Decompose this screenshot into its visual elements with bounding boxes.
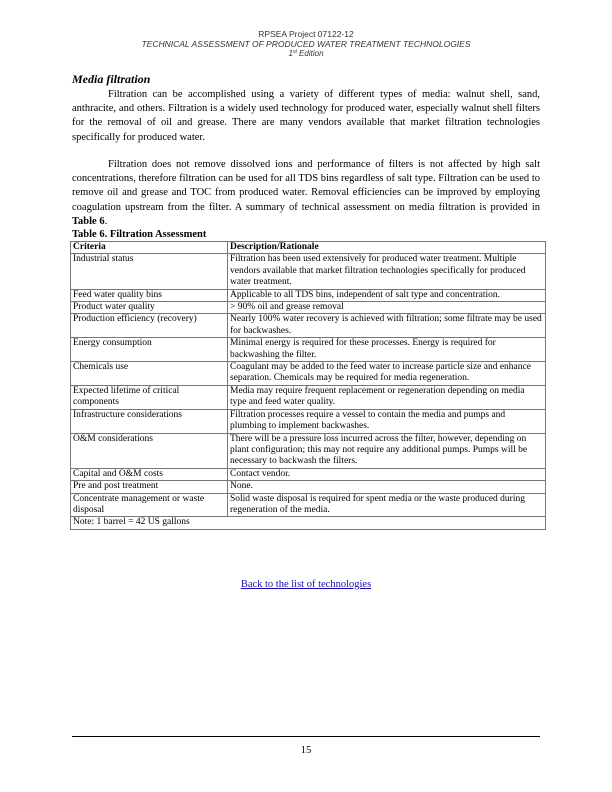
column-header-description: Description/Rationale: [228, 242, 546, 254]
column-header-criteria: Criteria: [71, 242, 228, 254]
table-header-row: [71, 242, 546, 254]
edition-number: 1: [288, 49, 293, 58]
table-note-row: [71, 517, 546, 529]
description-cell: None.: [228, 481, 546, 493]
table-note: Note: 1 barrel = 42 US gallons: [71, 517, 546, 529]
description-cell: > 90% oil and grease removal: [228, 302, 546, 314]
paragraph-performance: [72, 158, 540, 229]
description-cell: Minimal energy is required for these processes. Energy is required for backwashing the filter.: [228, 338, 546, 362]
description-cell: Filtration has been used extensively for produced water treatment. Multiple vendors available that market filtration technologies specifically for produced water treatment.: [228, 254, 546, 289]
description-cell: Solid waste disposal is required for spent media or the waste produced during regeneration of the media.: [228, 493, 546, 517]
description-cell: Nearly 100% water recovery is achieved with filtration; some filtrate may be used for backwashes.: [228, 314, 546, 338]
header-title: TECHNICAL ASSESSMENT OF PRODUCED WATER TREATMENT TECHNOLOGIES: [141, 39, 471, 49]
table-caption: Table 6. Filtration Assessment: [72, 229, 207, 240]
page-number: 15: [300, 745, 312, 756]
paragraph-performance-text: Filtration does not remove dissolved ions and performance of filters is not affected by high salt concentrations, therefore filtration can be used for all TDS bins regardless of salt type. Filtration can be used to remove oil and grease and TOC from produced water. Removal efficiencies can be improved by employing coagulation upstream from the filter. A summary of technical assessment on media filtration is provided in: [72, 159, 540, 213]
criteria-cell: Concentrate management or waste disposal: [71, 493, 228, 517]
table-row: [71, 314, 546, 338]
criteria-cell: Chemicals use: [71, 362, 228, 386]
criteria-cell: Feed water quality bins: [71, 289, 228, 301]
table-row: [71, 409, 546, 433]
table-row: [71, 481, 546, 493]
criteria-cell: Product water quality: [71, 302, 228, 314]
filtration-assessment-table: [70, 241, 546, 530]
header-project: RPSEA Project 07122-12: [258, 29, 354, 39]
table-row: [71, 338, 546, 362]
paragraph-intro: Filtration can be accomplished using a variety of different types of media: walnut shell, sand, anthracite, and others. Filtration is a widely used technology for produced water, especially walnut shell filters for the removal of oil and grease. There are many vendors available that market filtration technologies specifically for produced water.: [72, 89, 540, 143]
criteria-cell: Expected lifetime of critical components: [71, 385, 228, 409]
table-row: [71, 493, 546, 517]
table-row: [71, 385, 546, 409]
description-cell: Applicable to all TDS bins, independent of salt type and concentration.: [228, 289, 546, 301]
criteria-cell: Energy consumption: [71, 338, 228, 362]
description-cell: Filtration processes require a vessel to contain the media and pumps and plumbing to implement backwashes.: [228, 409, 546, 433]
description-cell: Contact vendor.: [228, 468, 546, 480]
table-row: [71, 362, 546, 386]
paragraph-performance-end: .: [104, 215, 108, 227]
description-cell: There will be a pressure loss incurred across the filter, however, depending on plant configuration; this may not require any additional pumps. Pumps will be necessary to backwash the filters.: [228, 433, 546, 468]
criteria-cell: Capital and O&M costs: [71, 468, 228, 480]
criteria-cell: Industrial status: [71, 254, 228, 289]
criteria-cell: Production efficiency (recovery): [71, 314, 228, 338]
criteria-cell: Pre and post treatment: [71, 481, 228, 493]
criteria-cell: Infrastructure considerations: [71, 409, 228, 433]
description-cell: Media may require frequent replacement or regeneration depending on media type and feed water quality.: [228, 385, 546, 409]
table-row: [71, 289, 546, 301]
edition-word: Edition: [296, 49, 324, 58]
table-row: [71, 254, 546, 289]
header-edition: [0, 49, 612, 58]
table-row: [71, 468, 546, 480]
edition-suffix: st: [292, 49, 297, 55]
criteria-cell: O&M considerations: [71, 433, 228, 468]
table-reference: Table 6: [72, 215, 105, 227]
table-row: [71, 433, 546, 468]
description-cell: Coagulant may be added to the feed water to increase particle size and enhance separation. Chemicals may be required for media regeneration.: [228, 362, 546, 386]
back-to-technologies-link[interactable]: Back to the list of technologies: [240, 579, 372, 590]
footer-rule: [72, 736, 540, 737]
table-row: [71, 302, 546, 314]
section-heading: Media filtration: [72, 72, 151, 86]
